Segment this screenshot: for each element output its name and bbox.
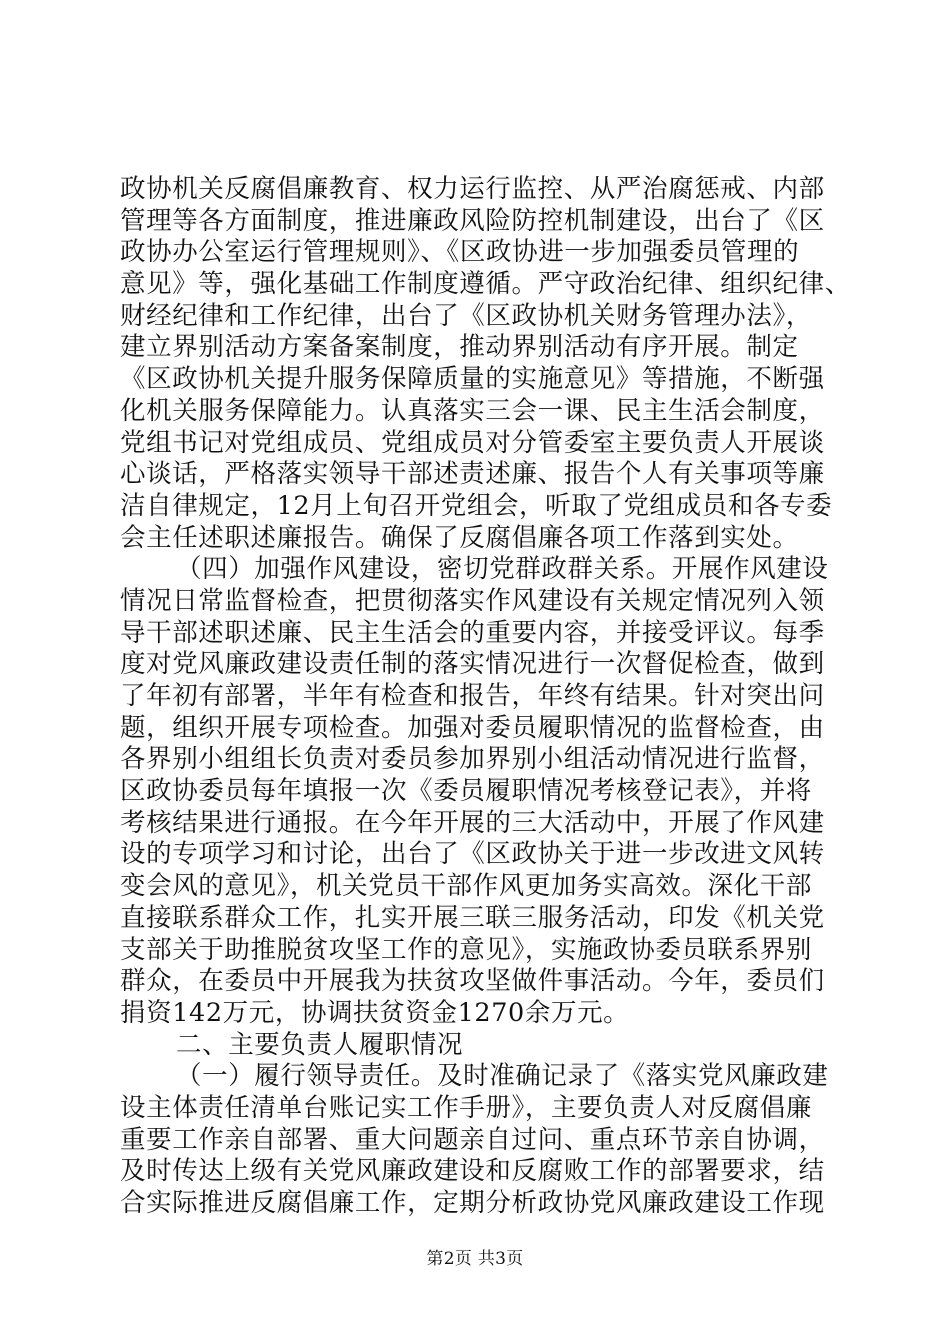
text-line: 直接联系群众工作，扎实开展三联三服务活动，印发《机关党 <box>120 902 825 933</box>
text-line: 合实际推进反腐倡廉工作，定期分析政协党风廉政建设工作现 <box>120 1188 825 1218</box>
text-line: 变会风的意见》，机关党员干部作风更加务实高效。深化干部 <box>120 871 812 902</box>
text-line: 设主体责任清单台账记实工作手册》，主要负责人对反腐倡廉 <box>120 1092 812 1123</box>
text-line: 心谈话，严格落实领导干部述责述廉、报告个人有关事项等廉 <box>120 459 825 490</box>
text-line: 财经纪律和工作纪律，出台了《区政协机关财务管理办法》， <box>120 300 812 331</box>
text-line: 群众，在委员中开展我为扶贫攻坚做件事活动。今年，委员们 <box>120 966 825 997</box>
text-line: 导干部述职述廉、民主生活会的重要内容，并接受评议。每季 <box>120 617 825 648</box>
text-line: 设的专项学习和讨论，出台了《区政协关于进一步改进文风转 <box>120 839 825 870</box>
text-line: 《区政协机关提升服务保障质量的实施意见》等措施，不断强 <box>120 364 825 395</box>
text-line: 建立界别活动方案备案制度，推动界别活动有序开展。制定 <box>120 332 799 363</box>
text-line: 题，组织开展专项检查。加强对委员履职情况的监督检查，由 <box>120 712 825 743</box>
text-line: 管理等各方面制度，推进廉政风险防控机制建设，出台了《区 <box>120 205 825 236</box>
text-line: 重要工作亲自部署、重大问题亲自过问、重点环节亲自协调， <box>120 1124 825 1155</box>
text-line: 化机关服务保障能力。认真落实三会一课、民主生活会制度， <box>120 395 825 426</box>
text-line: （四）加强作风建设，密切党群政群关系。开展作风建设 <box>176 554 829 585</box>
text-line: 度对党风廉政建设责任制的落实情况进行一次督促检查，做到 <box>120 649 825 680</box>
body-text <box>120 174 851 1220</box>
text-line: （一）履行领导责任。及时准确记录了《落实党风廉政建 <box>176 1061 829 1092</box>
text-line: 二、主要负责人履职情况 <box>176 1029 464 1060</box>
text-line: 党组书记对党组成员、党组成员对分管委室主要负责人开展谈 <box>120 427 825 458</box>
text-line: 会主任述职述廉报告。确保了反腐倡廉各项工作落到实处。 <box>120 522 799 553</box>
text-line: 了年初有部署，半年有检查和报告，年终有结果。针对突出问 <box>120 681 825 711</box>
text-line: 洁自律规定，12月上旬召开党组会，听取了党组成员和各专委 <box>120 490 833 521</box>
text-line: 区政协委员每年填报一次《委员履职情况考核登记表》，并将 <box>120 776 812 807</box>
text-line: 政协机关反腐倡廉教育、权力运行监控、从严治腐惩戒、内部 <box>120 174 825 204</box>
text-line: 支部关于助推脱贫攻坚工作的意见》，实施政协委员联系界别 <box>120 934 812 965</box>
text-line: 考核结果进行通报。在今年开展的三大活动中，开展了作风建 <box>120 807 825 838</box>
text-line: 及时传达上级有关党风廉政建设和反腐败工作的部署要求，结 <box>120 1156 825 1187</box>
text-line: 政协办公室运行管理规则》、《区政协进一步加强委员管理的 <box>120 237 800 268</box>
text-line: 意见》等，强化基础工作制度遵循。严守政治纪律、组织纪律、 <box>120 269 851 300</box>
text-line: 捐资142万元，协调扶贫资金1270余万元。 <box>120 997 630 1028</box>
text-line: 各界别小组组长负责对委员参加界别小组活动情况进行监督， <box>120 744 825 775</box>
text-line: 情况日常监督检查，把贯彻落实作风建设有关规定情况列入领 <box>120 585 825 616</box>
page-footer: 第2页 共3页 <box>426 1249 524 1269</box>
